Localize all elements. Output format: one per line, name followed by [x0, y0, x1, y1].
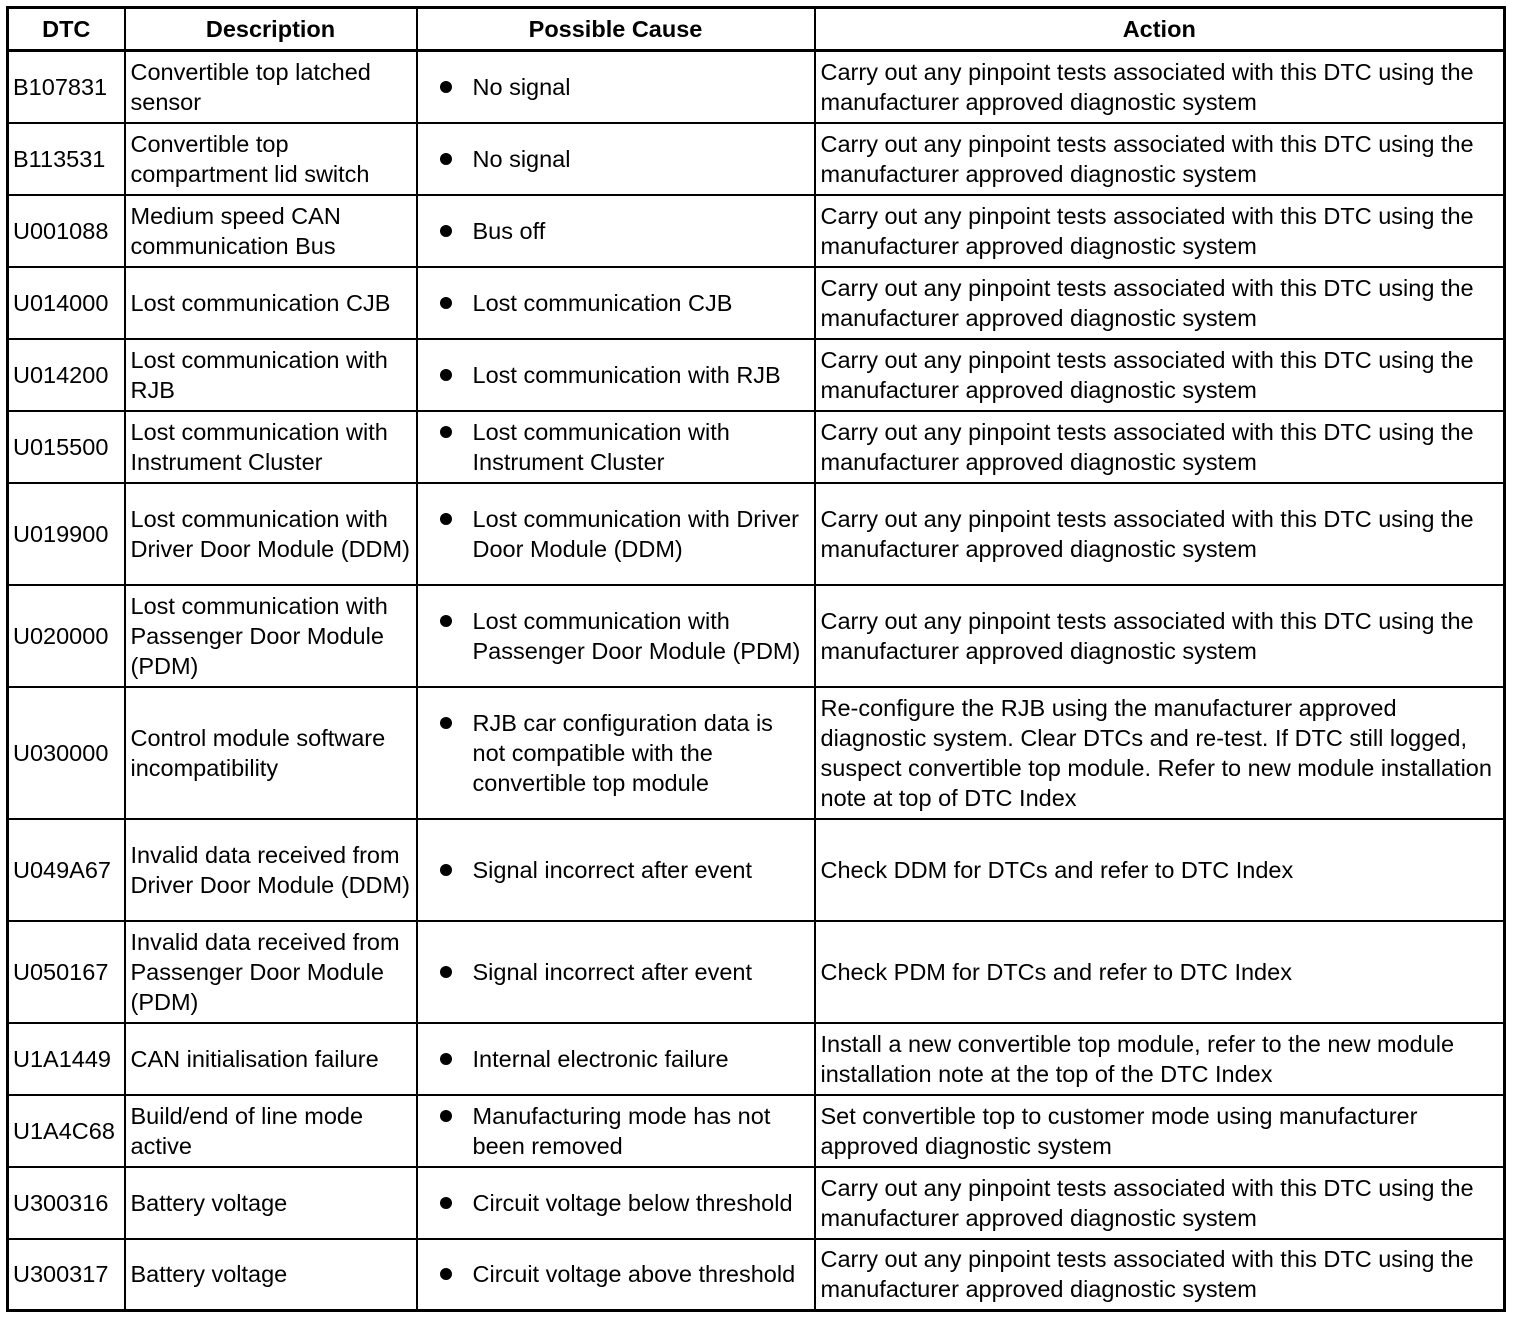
- dtc-code-cell: U300316: [8, 1167, 125, 1239]
- header-action: Action: [815, 8, 1505, 51]
- bullet-icon: [440, 966, 452, 978]
- possible-cause-cell: [417, 411, 815, 483]
- bullet-item: [440, 855, 808, 885]
- description-cell: Battery voltage: [125, 1239, 417, 1311]
- bullet-item: [440, 1259, 808, 1289]
- description-cell: Lost communication CJB: [125, 267, 417, 339]
- description-cell: Lost communication with RJB: [125, 339, 417, 411]
- possible-cause-cell: [417, 195, 815, 267]
- table-row: [8, 123, 1505, 195]
- action-cell: Carry out any pinpoint tests associated with this DTC using the manufacturer approved diagnostic system: [815, 1239, 1505, 1311]
- description-cell: Lost communication with Driver Door Module (DDM): [125, 483, 417, 585]
- table-row: [8, 585, 1505, 687]
- dtc-code-cell: U001088: [8, 195, 125, 267]
- possible-cause-text: Manufacturing mode has not been removed: [472, 1102, 771, 1159]
- possible-cause-text: Signal incorrect after event: [472, 958, 753, 985]
- action-cell: Set convertible top to customer mode using manufacturer approved diagnostic system: [815, 1095, 1505, 1167]
- header-description: Description: [125, 8, 417, 51]
- bullet-icon: [440, 1110, 452, 1122]
- bullet-icon: [440, 513, 452, 525]
- bullet-icon: [440, 426, 452, 438]
- table-row: [8, 1239, 1505, 1311]
- table-row: [8, 339, 1505, 411]
- dtc-code-cell: U1A1449: [8, 1023, 125, 1095]
- dtc-code-cell: U300317: [8, 1239, 125, 1311]
- header-dtc: DTC: [8, 8, 125, 51]
- bullet-item: [440, 72, 808, 102]
- bullet-item: [440, 957, 808, 987]
- description-cell: Invalid data received from Driver Door Module (DDM): [125, 819, 417, 921]
- dtc-table: [6, 6, 1506, 1312]
- bullet-item: [440, 504, 808, 564]
- bullet-icon: [440, 717, 452, 729]
- dtc-code-cell: U014200: [8, 339, 125, 411]
- possible-cause-text: Lost communication with Instrument Cluster: [472, 418, 730, 475]
- description-cell: Medium speed CAN communication Bus: [125, 195, 417, 267]
- possible-cause-cell: [417, 687, 815, 819]
- possible-cause-cell: [417, 585, 815, 687]
- bullet-icon: [440, 225, 452, 237]
- dtc-code-cell: U050167: [8, 921, 125, 1023]
- possible-cause-text: RJB car configuration data is not compatible with the convertible top module: [472, 709, 773, 796]
- possible-cause-text: No signal: [472, 73, 571, 100]
- bullet-icon: [440, 369, 452, 381]
- description-cell: Convertible top compartment lid switch: [125, 123, 417, 195]
- possible-cause-text: No signal: [472, 145, 571, 172]
- possible-cause-cell: [417, 819, 815, 921]
- bullet-item: [440, 144, 808, 174]
- bullet-icon: [440, 615, 452, 627]
- action-cell: Carry out any pinpoint tests associated with this DTC using the manufacturer approved diagnostic system: [815, 267, 1505, 339]
- table-row: [8, 1167, 1505, 1239]
- action-cell: Check DDM for DTCs and refer to DTC Index: [815, 819, 1505, 921]
- table-header-row: [8, 8, 1505, 51]
- dtc-code-cell: U020000: [8, 585, 125, 687]
- possible-cause-text: Internal electronic failure: [472, 1045, 729, 1072]
- table-row: [8, 411, 1505, 483]
- bullet-item: [440, 216, 808, 246]
- description-cell: Lost communication with Instrument Cluster: [125, 411, 417, 483]
- description-cell: Build/end of line mode active: [125, 1095, 417, 1167]
- table-row: [8, 921, 1505, 1023]
- possible-cause-cell: [417, 339, 815, 411]
- bullet-item: [440, 708, 808, 798]
- table-row: [8, 819, 1505, 921]
- possible-cause-text: Signal incorrect after event: [472, 856, 753, 883]
- possible-cause-text: Lost communication with RJB: [472, 361, 781, 388]
- possible-cause-cell: [417, 1095, 815, 1167]
- table-row: [8, 687, 1505, 819]
- dtc-code-cell: U015500: [8, 411, 125, 483]
- possible-cause-cell: [417, 51, 815, 123]
- table-row: [8, 1095, 1505, 1167]
- dtc-code-cell: U049A67: [8, 819, 125, 921]
- description-cell: Convertible top latched sensor: [125, 51, 417, 123]
- possible-cause-cell: [417, 483, 815, 585]
- bullet-item: [440, 360, 808, 390]
- dtc-code-cell: B107831: [8, 51, 125, 123]
- table-row: [8, 267, 1505, 339]
- possible-cause-text: Lost communication CJB: [472, 289, 733, 316]
- bullet-icon: [440, 153, 452, 165]
- possible-cause-cell: [417, 921, 815, 1023]
- dtc-code-cell: U030000: [8, 687, 125, 819]
- possible-cause-text: Lost communication with Passenger Door Module (PDM): [472, 607, 801, 664]
- table-body: [8, 51, 1505, 1311]
- table-row: [8, 1023, 1505, 1095]
- bullet-icon: [440, 1197, 452, 1209]
- description-cell: CAN initialisation failure: [125, 1023, 417, 1095]
- description-cell: Invalid data received from Passenger Door Module (PDM): [125, 921, 417, 1023]
- possible-cause-cell: [417, 1023, 815, 1095]
- dtc-code-cell: U1A4C68: [8, 1095, 125, 1167]
- bullet-icon: [440, 81, 452, 93]
- bullet-item: [440, 288, 808, 318]
- table-row: [8, 51, 1505, 123]
- action-cell: Carry out any pinpoint tests associated with this DTC using the manufacturer approved diagnostic system: [815, 339, 1505, 411]
- action-cell: Carry out any pinpoint tests associated with this DTC using the manufacturer approved diagnostic system: [815, 585, 1505, 687]
- possible-cause-text: Lost communication with Driver Door Module (DDM): [472, 505, 799, 562]
- possible-cause-text: Circuit voltage below threshold: [472, 1189, 793, 1216]
- bullet-icon: [440, 864, 452, 876]
- bullet-icon: [440, 1053, 452, 1065]
- action-cell: Carry out any pinpoint tests associated with this DTC using the manufacturer approved diagnostic system: [815, 195, 1505, 267]
- table-row: [8, 195, 1505, 267]
- possible-cause-cell: [417, 123, 815, 195]
- possible-cause-text: Circuit voltage above threshold: [472, 1261, 796, 1288]
- possible-cause-cell: [417, 1167, 815, 1239]
- action-cell: Carry out any pinpoint tests associated with this DTC using the manufacturer approved diagnostic system: [815, 51, 1505, 123]
- dtc-code-cell: U019900: [8, 483, 125, 585]
- action-cell: Carry out any pinpoint tests associated with this DTC using the manufacturer approved diagnostic system: [815, 411, 1505, 483]
- possible-cause-text: Bus off: [472, 217, 546, 244]
- description-cell: Lost communication with Passenger Door Module (PDM): [125, 585, 417, 687]
- description-cell: Control module software incompatibility: [125, 687, 417, 819]
- action-cell: Check PDM for DTCs and refer to DTC Index: [815, 921, 1505, 1023]
- header-possible-cause: Possible Cause: [417, 8, 815, 51]
- bullet-icon: [440, 297, 452, 309]
- action-cell: Install a new convertible top module, refer to the new module installation note at the top of the DTC Index: [815, 1023, 1505, 1095]
- bullet-item: [440, 606, 808, 666]
- action-cell: Carry out any pinpoint tests associated with this DTC using the manufacturer approved diagnostic system: [815, 123, 1505, 195]
- bullet-item: [440, 1188, 808, 1218]
- action-cell: Carry out any pinpoint tests associated with this DTC using the manufacturer approved diagnostic system: [815, 483, 1505, 585]
- action-cell: Re-configure the RJB using the manufacturer approved diagnostic system. Clear DTCs and re-test. If DTC still logged, suspect convertible top module. Refer to new module installation note at top of DTC Index: [815, 687, 1505, 819]
- action-cell: Carry out any pinpoint tests associated with this DTC using the manufacturer approved diagnostic system: [815, 1167, 1505, 1239]
- bullet-icon: [440, 1268, 452, 1280]
- dtc-code-cell: U014000: [8, 267, 125, 339]
- dtc-code-cell: B113531: [8, 123, 125, 195]
- possible-cause-cell: [417, 267, 815, 339]
- table-row: [8, 483, 1505, 585]
- possible-cause-cell: [417, 1239, 815, 1311]
- bullet-item: [440, 1101, 808, 1161]
- bullet-item: [440, 1044, 808, 1074]
- bullet-item: [440, 417, 808, 477]
- description-cell: Battery voltage: [125, 1167, 417, 1239]
